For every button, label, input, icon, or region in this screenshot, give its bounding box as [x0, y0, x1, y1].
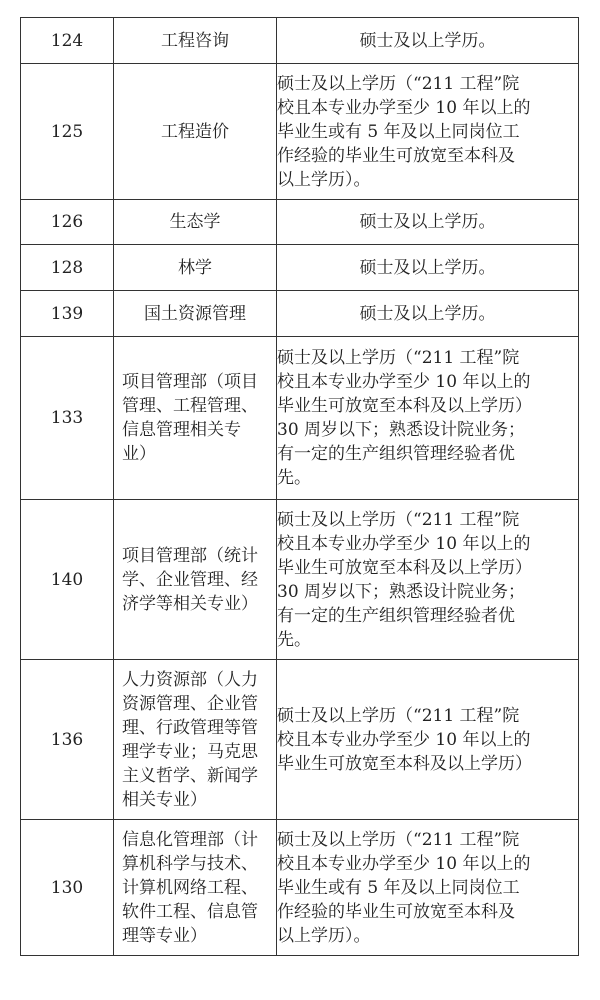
table-row — [21, 291, 579, 337]
requirement-text: 硕士及以上学历（“211 工程”院 校且本专业办学至少 10 年以上的 毕业生可放宽至本科及以上学历） 30 周岁以下；熟悉设计院业务； 有一定的生产组织管理经验者优 先。 — [277, 509, 532, 650]
major-cell — [114, 337, 277, 500]
major-text: 工程造价 — [161, 121, 229, 142]
requirement-text: 硕士及以上学历。 — [359, 257, 496, 278]
requirement-cell — [277, 660, 579, 820]
row-id: 128 — [21, 245, 114, 291]
requirement-text: 硕士及以上学历（“211 工程”院 校且本专业办学至少 10 年以上的 毕业生可放宽至本科及以上学历） 30 周岁以下；熟悉设计院业务； 有一定的生产组织管理经验者优 先。 — [277, 348, 532, 488]
requirement-cell — [277, 245, 579, 291]
major-text: 人力资源部（人力 资源管理、企业管 理、行政管理等管 理学专业；马克思 主义哲学、新闻学 相关专业） — [122, 669, 258, 810]
major-cell — [114, 500, 277, 660]
requirement-cell — [277, 500, 579, 660]
major-cell — [114, 64, 277, 200]
table-row — [21, 660, 579, 820]
requirement-cell — [277, 820, 579, 956]
major-text: 工程咨询 — [161, 30, 229, 51]
table-row — [21, 200, 579, 245]
table-row — [21, 500, 579, 660]
major-cell — [114, 291, 277, 337]
major-text: 生态学 — [169, 212, 221, 232]
requirement-cell — [277, 200, 579, 245]
row-id: 140 — [21, 500, 114, 660]
row-id: 125 — [21, 64, 114, 200]
requirement-cell — [277, 18, 579, 64]
requirement-text: 硕士及以上学历。 — [359, 212, 496, 232]
table-row — [21, 337, 579, 500]
table-row — [21, 820, 579, 956]
major-text: 项目管理部（统计 学、企业管理、经 济学等相关专业） — [122, 545, 258, 614]
requirement-text: 硕士及以上学历（“211 工程”院 校且本专业办学至少 10 年以上的 毕业生可放宽至本科及以上学历） — [277, 705, 532, 774]
major-cell — [114, 200, 277, 245]
row-id: 133 — [21, 337, 114, 500]
row-id: 136 — [21, 660, 114, 820]
requirement-cell — [277, 291, 579, 337]
row-id: 126 — [21, 200, 114, 245]
row-id: 130 — [21, 820, 114, 956]
major-text: 国土资源管理 — [144, 303, 246, 324]
requirement-text: 硕士及以上学历（“211 工程”院 校且本专业办学至少 10 年以上的 毕业生或有 5 年及以上同岗位工 作经验的毕业生可放宽至本科及 以上学历）。 — [277, 73, 531, 190]
major-cell — [114, 820, 277, 956]
requirement-text: 硕士及以上学历（“211 工程”院 校且本专业办学至少 10 年以上的 毕业生或有 5 年及以上同岗位工 作经验的毕业生可放宽至本科及 以上学历）。 — [277, 829, 531, 946]
requirement-cell — [277, 337, 579, 500]
requirement-text: 硕士及以上学历。 — [359, 30, 496, 51]
row-id: 139 — [21, 291, 114, 337]
table-row — [21, 245, 579, 291]
major-text: 信息化管理部（计 算机科学与技术、 计算机网络工程、 软件工程、信息管 理等专业） — [122, 829, 258, 946]
major-text: 项目管理部（项目 管理、工程管理、 信息管理相关专 业） — [122, 372, 258, 464]
requirement-text: 硕士及以上学历。 — [359, 303, 496, 324]
row-id: 124 — [21, 18, 114, 64]
major-cell — [114, 245, 277, 291]
major-cell — [114, 18, 277, 64]
major-cell — [114, 660, 277, 820]
requirements-table — [20, 17, 579, 956]
major-text: 林学 — [178, 257, 212, 278]
requirement-cell — [277, 64, 579, 200]
table-row — [21, 64, 579, 200]
table-row — [21, 18, 579, 64]
